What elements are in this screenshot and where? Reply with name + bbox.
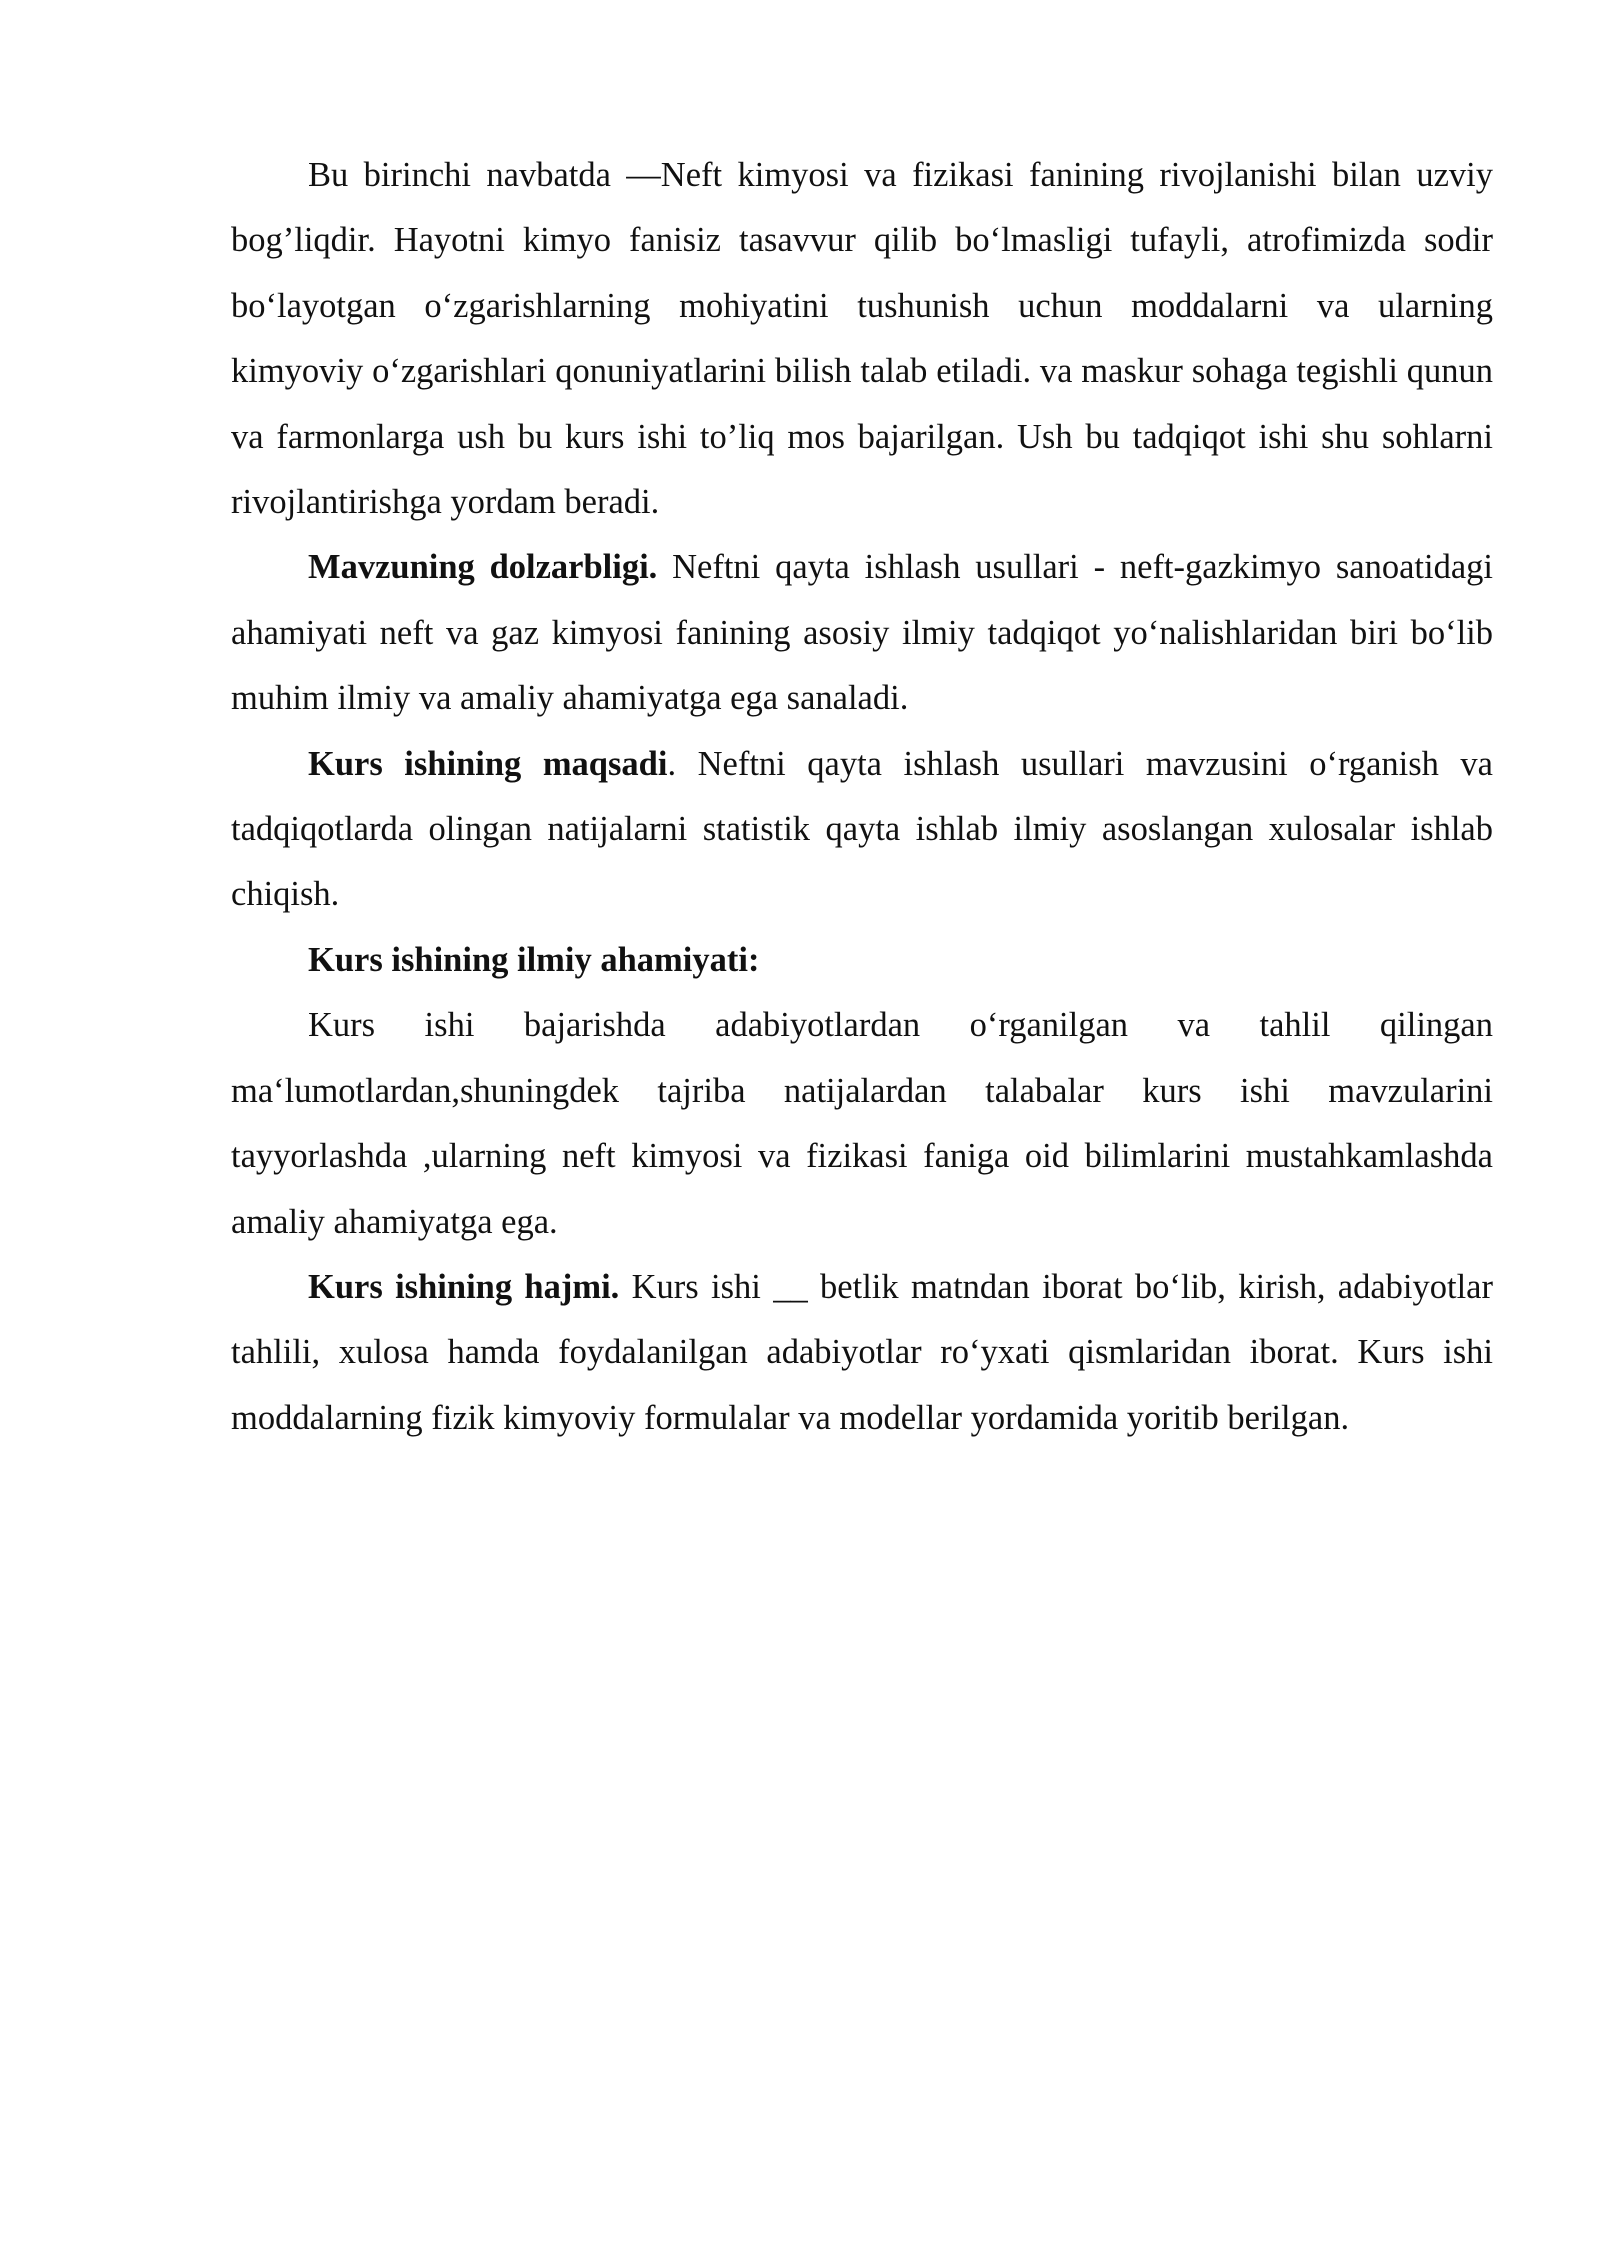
significance-text: Kurs ishi bajarishda adabiyotlardan o‘rganilgan va tahlil qilingan ma‘lumotlardan,shuningdek tajriba natijalardan talabalar kurs ishi mavzularini tayyorlashda ,ularning neft kimyosi va fizikasi faniga oid bilimlarini mustahkamlashda amaliy ahamiyatga ega. [231, 1006, 1493, 1241]
relevance-text: Neftni qayta ishlash usullari - neft-gazkimyo sanoatidagi ahamiyati neft va gaz kimyosi fanining asosiy ilmiy tadqiqot yo‘nalishlaridan biri bo‘lib muhim ilmiy va amaliy ahamiyatga ega sanaladi. [231, 548, 1493, 718]
goal-paragraph [231, 732, 1493, 928]
relevance-paragraph [231, 535, 1493, 731]
volume-heading: Kurs ishining hajmi. [308, 1267, 620, 1306]
relevance-heading: Mavzuning dolzarbligi. [308, 548, 658, 587]
goal-text: . Neftni qayta ishlash usullari mavzusini o‘rganish va tadqiqotlarda olingan natijalarni statistik qayta ishlab ilmiy asoslangan xulosalar ishlab chiqish. [231, 744, 1493, 914]
significance-heading: Kurs ishining ilmiy ahamiyati: [308, 940, 760, 979]
volume-paragraph [231, 1255, 1493, 1451]
intro-paragraph [231, 143, 1493, 535]
significance-body-paragraph [231, 993, 1493, 1255]
volume-text: Kurs ishi __ betlik matndan iborat bo‘lib, kirish, adabiyotlar tahlili, xulosa hamda foydalanilgan adabiyotlar ro‘yxati qismlaridan iborat. Kurs ishi moddalarning fizik kimyoviy formulalar va modellar yordamida yoritib berilgan. [231, 1267, 1493, 1437]
document-page [231, 143, 1493, 1451]
intro-text: Bu birinchi navbatda ―Neft kimyosi va fizikasi fanining rivojlanishi bilan uzviy bog’liqdir. Hayotni kimyo fanisiz tasavvur qilib bo‘lmasligi tufayli, atrofimizda sodir bo‘layotgan o‘zgarishlarning mohiyatini tushunish uchun moddalarni va ularning kimyoviy o‘zgarishlari qonuniyatlarini bilish talab etiladi. va maskur sohaga tegishli qunun va farmonlarga ush bu kurs ishi to’liq mos bajarilgan. Ush bu tadqiqot ishi shu sohlarni rivojlantirishga yordam beradi. [231, 156, 1493, 522]
goal-heading: Kurs ishining maqsadi [308, 744, 668, 783]
significance-paragraph [231, 928, 1493, 993]
